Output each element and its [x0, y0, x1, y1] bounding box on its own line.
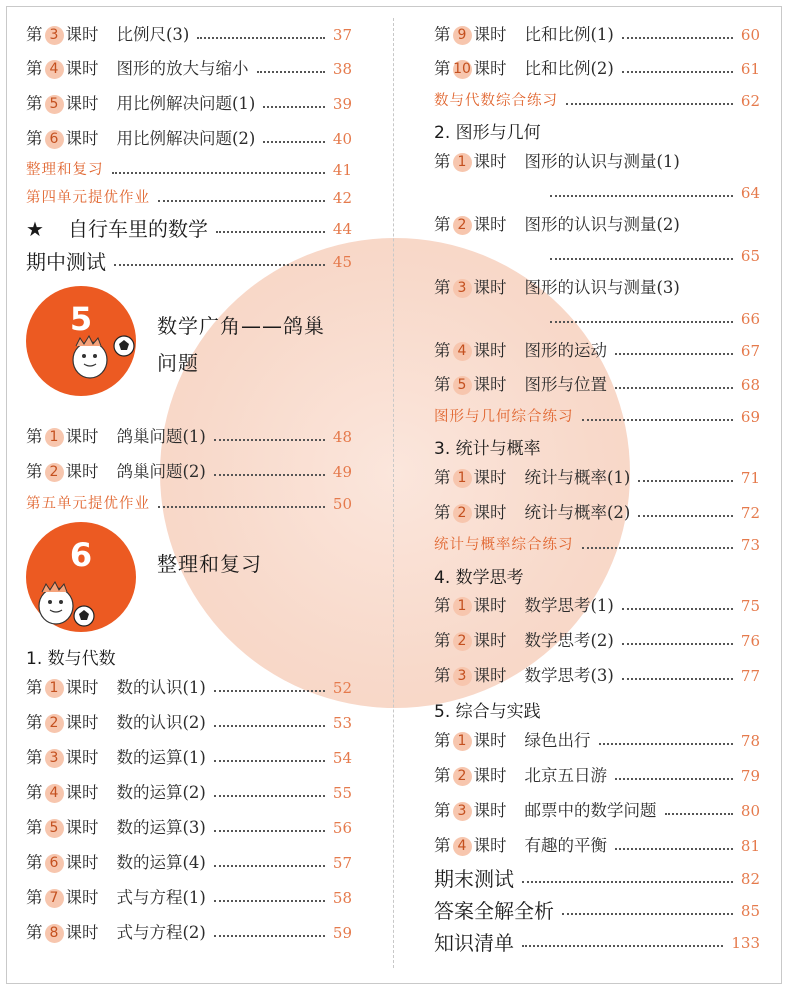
lesson-prefix: 第	[434, 766, 451, 785]
leader-dots	[263, 141, 325, 143]
lesson-title: 统计与概率(1)	[524, 468, 631, 487]
toc-entry-row[interactable]	[434, 899, 760, 923]
page-number: 49	[332, 463, 352, 481]
lesson-title: 鸽巢问题(2)	[116, 462, 206, 481]
lesson-label: 课时	[473, 766, 507, 785]
lesson-title: 用比例解决问题(1)	[116, 94, 256, 113]
toc-lesson-row[interactable]	[434, 834, 760, 858]
lesson-number-badge: 6	[45, 854, 64, 873]
lesson-number-badge: 3	[453, 667, 472, 686]
lesson-prefix: 第	[434, 278, 451, 297]
toc-lesson-row[interactable]	[434, 799, 760, 823]
leader-dots	[257, 71, 325, 73]
lesson-number-badge: 3	[453, 802, 472, 821]
entry-title: 第五单元提优作业	[26, 496, 150, 512]
lesson-prefix: 第	[26, 818, 43, 837]
lesson-label: 课时	[65, 59, 99, 78]
toc-lesson-row[interactable]	[26, 851, 352, 875]
toc-lesson-row[interactable]	[434, 23, 760, 47]
lesson-prefix: 第	[26, 129, 43, 148]
lesson-title: 北京五日游	[524, 766, 607, 785]
unit-5-title-line-2: 问题	[157, 351, 199, 375]
leader-dots	[522, 945, 723, 947]
lesson-prefix: 第	[26, 783, 43, 802]
lesson-prefix: 第	[434, 836, 451, 855]
leader-dots	[112, 172, 325, 174]
entry-title: 期末测试	[434, 867, 514, 891]
leader-dots	[214, 935, 325, 937]
lesson-title: 数的认识(1)	[116, 678, 206, 697]
lesson-prefix: 第	[434, 59, 451, 78]
page-number: 50	[332, 495, 352, 513]
toc-lesson-row[interactable]	[26, 92, 352, 116]
page-number: 77	[740, 667, 760, 685]
leader-dots	[562, 913, 733, 915]
leader-dots	[158, 200, 325, 202]
lesson-number-badge: 2	[45, 463, 64, 482]
lesson-number-badge: 4	[453, 837, 472, 856]
toc-lesson-row[interactable]	[434, 150, 760, 174]
page-number: 42	[332, 189, 352, 207]
lesson-prefix: 第	[26, 678, 43, 697]
unit-5-number: 5	[69, 300, 93, 338]
lesson-number-badge: 2	[453, 504, 472, 523]
leader-dots	[214, 760, 325, 762]
lesson-number-badge: 8	[45, 924, 64, 943]
leader-dots	[214, 865, 325, 867]
lesson-title: 图形的认识与测量(2)	[524, 215, 680, 234]
lesson-title: 用比例解决问题(2)	[116, 129, 256, 148]
toc-lesson-row[interactable]	[26, 676, 352, 700]
page-number: 57	[332, 854, 352, 872]
unit-6-circle	[26, 522, 136, 632]
leader-dots	[114, 264, 325, 266]
toc-lesson-row[interactable]	[434, 594, 760, 618]
page-number: 66	[740, 310, 760, 328]
unit-6-number: 6	[69, 536, 93, 574]
lesson-label: 课时	[473, 278, 507, 297]
toc-entry-row[interactable]	[26, 250, 352, 274]
leader-dots	[214, 900, 325, 902]
leader-dots	[522, 881, 733, 883]
lesson-prefix: 第	[26, 853, 43, 872]
lesson-label: 课时	[473, 503, 507, 522]
leader-dots	[214, 690, 325, 692]
leader-dots	[599, 743, 733, 745]
column-divider	[393, 18, 394, 968]
lesson-label: 课时	[65, 923, 99, 942]
page-number: 55	[332, 784, 352, 802]
leader-dots	[622, 678, 733, 680]
lesson-number-badge: 7	[45, 889, 64, 908]
lesson-label: 课时	[473, 731, 507, 750]
leader-dots	[550, 321, 733, 323]
lesson-prefix: 第	[26, 59, 43, 78]
page-number: 67	[740, 342, 760, 360]
section-heading: 5. 综合与实践	[434, 702, 541, 722]
lesson-title: 绿色出行	[524, 731, 591, 750]
lesson-number-badge: 3	[45, 26, 64, 45]
lesson-title: 比和比例(1)	[524, 25, 614, 44]
lesson-number-badge: 2	[453, 767, 472, 786]
lesson-prefix: 第	[434, 341, 451, 360]
page-number: 65	[740, 247, 760, 265]
lesson-title: 数学思考(3)	[524, 666, 614, 685]
lesson-number-badge: 2	[45, 714, 64, 733]
leader-dots	[582, 547, 733, 549]
lesson-title: 图形的运动	[524, 341, 607, 360]
leader-dots	[158, 506, 325, 508]
lesson-number-badge: 6	[45, 130, 64, 149]
toc-lesson-row[interactable]	[434, 213, 760, 237]
unit-5-title-line-1: 数学广角——鸽巢	[157, 314, 325, 338]
toc-special-row[interactable]	[26, 217, 352, 241]
page-number: 69	[740, 408, 760, 426]
leader-dots	[638, 515, 733, 517]
leader-dots	[566, 103, 733, 105]
lesson-number-badge: 1	[45, 679, 64, 698]
lesson-label: 课时	[65, 748, 99, 767]
leader-dots	[214, 439, 325, 441]
lesson-title: 式与方程(1)	[116, 888, 206, 907]
lesson-number-badge: 10	[453, 60, 471, 77]
lesson-prefix: 第	[434, 666, 451, 685]
page-number: 72	[740, 504, 760, 522]
lesson-prefix: 第	[26, 25, 43, 44]
lesson-prefix: 第	[434, 215, 451, 234]
lesson-prefix: 第	[26, 427, 43, 446]
lesson-prefix: 第	[26, 923, 43, 942]
page-number: 82	[740, 870, 760, 888]
toc-lesson-row[interactable]	[26, 711, 352, 735]
lesson-title: 数的认识(2)	[116, 713, 206, 732]
toc-entry-row[interactable]	[434, 89, 760, 113]
lesson-number-badge: 3	[45, 749, 64, 768]
toc-lesson-row[interactable]	[26, 425, 352, 449]
leader-dots	[638, 480, 733, 482]
page-number: 68	[740, 376, 760, 394]
lesson-label: 课时	[473, 341, 507, 360]
lesson-number-badge: 1	[45, 428, 64, 447]
toc-lesson-row[interactable]	[434, 764, 760, 788]
entry-title: 自行车里的数学	[68, 217, 208, 241]
leader-dots	[197, 37, 325, 39]
lesson-label: 课时	[473, 666, 507, 685]
page-number: 44	[332, 220, 352, 238]
lesson-number-badge: 4	[45, 784, 64, 803]
lesson-prefix: 第	[434, 801, 451, 820]
leader-dots	[615, 353, 733, 355]
toc-lesson-row[interactable]	[26, 746, 352, 770]
leader-dots	[582, 419, 733, 421]
lesson-number-badge: 4	[453, 342, 472, 361]
lesson-label: 课时	[473, 375, 507, 394]
entry-title: 整理和复习	[26, 162, 104, 178]
lesson-label: 课时	[65, 853, 99, 872]
lesson-number-badge: 5	[453, 376, 472, 395]
toc-entry-row[interactable]	[26, 158, 352, 182]
entry-title: 数与代数综合练习	[434, 93, 558, 109]
lesson-prefix: 第	[434, 25, 451, 44]
entry-title: 期中测试	[26, 250, 106, 274]
page-number: 73	[740, 536, 760, 554]
leader-dots	[214, 795, 325, 797]
mascot-icon	[26, 572, 106, 634]
toc-lesson-row[interactable]	[434, 57, 760, 81]
lesson-label: 课时	[65, 25, 99, 44]
toc-lesson-row[interactable]	[434, 276, 760, 300]
lesson-title: 数学思考(1)	[524, 596, 614, 615]
lesson-label: 课时	[473, 59, 507, 78]
page-number: 80	[740, 802, 760, 820]
page-number: 38	[332, 60, 352, 78]
leader-dots	[214, 474, 325, 476]
lesson-prefix: 第	[434, 375, 451, 394]
toc-entry-row[interactable]	[26, 186, 352, 210]
lesson-title: 鸽巢问题(1)	[116, 427, 206, 446]
leader-dots	[214, 725, 325, 727]
lesson-title: 比例尺(3)	[116, 25, 190, 44]
page-number: 56	[332, 819, 352, 837]
lesson-prefix: 第	[434, 152, 451, 171]
toc-entry-row[interactable]	[26, 492, 352, 516]
leader-dots	[550, 195, 733, 197]
toc-lesson-row[interactable]	[26, 921, 352, 945]
lesson-title: 图形与位置	[524, 375, 607, 394]
lesson-title: 数的运算(4)	[116, 853, 206, 872]
page-number: 79	[740, 767, 760, 785]
lesson-number-badge: 2	[453, 216, 472, 235]
section-heading: 4. 数学思考	[434, 568, 524, 588]
lesson-prefix: 第	[26, 94, 43, 113]
lesson-prefix: 第	[434, 596, 451, 615]
page-number: 45	[332, 253, 352, 271]
lesson-number-badge: 1	[453, 597, 472, 616]
lesson-number-badge: 9	[453, 26, 472, 45]
lesson-label: 课时	[473, 801, 507, 820]
lesson-title: 数的运算(3)	[116, 818, 206, 837]
page-number: 78	[740, 732, 760, 750]
page-number: 48	[332, 428, 352, 446]
toc-lesson-row[interactable]	[434, 501, 760, 525]
page-number: 41	[332, 161, 352, 179]
toc-leader-row	[542, 307, 760, 331]
entry-title: 图形与几何综合练习	[434, 409, 574, 425]
page-number: 37	[332, 26, 352, 44]
leader-dots	[622, 37, 733, 39]
mascot-icon	[62, 326, 142, 386]
entry-title: 统计与概率综合练习	[434, 537, 574, 553]
lesson-number-badge: 1	[453, 469, 472, 488]
leader-dots	[622, 71, 733, 73]
lesson-title: 数学思考(2)	[524, 631, 614, 650]
page-number: 60	[740, 26, 760, 44]
star-icon: ★	[26, 217, 44, 241]
lesson-label: 课时	[65, 462, 99, 481]
lesson-number-badge: 4	[45, 60, 64, 79]
toc-lesson-row[interactable]	[434, 466, 760, 490]
page-number: 62	[740, 92, 760, 110]
toc-lesson-row[interactable]	[434, 664, 760, 688]
section-heading: 3. 统计与概率	[434, 439, 541, 459]
page-number: 61	[740, 60, 760, 78]
lesson-prefix: 第	[434, 631, 451, 650]
toc-entry-row[interactable]	[434, 533, 760, 557]
page-number: 133	[731, 934, 760, 952]
leader-dots	[665, 813, 733, 815]
entry-title: 答案全解全析	[434, 899, 554, 923]
page-number: 64	[740, 184, 760, 202]
toc-lesson-row[interactable]	[434, 629, 760, 653]
section-heading: 1. 数与代数	[26, 649, 116, 669]
lesson-prefix: 第	[26, 888, 43, 907]
toc-lesson-row[interactable]	[26, 816, 352, 840]
leader-dots	[615, 387, 733, 389]
lesson-prefix: 第	[26, 748, 43, 767]
lesson-prefix: 第	[434, 503, 451, 522]
unit-6-title: 整理和复习	[157, 552, 262, 576]
toc-lesson-row[interactable]	[26, 57, 352, 81]
entry-title: 知识清单	[434, 931, 514, 955]
toc-leader-row	[542, 181, 760, 205]
page-number: 52	[332, 679, 352, 697]
leader-dots	[615, 848, 733, 850]
page-number: 81	[740, 837, 760, 855]
toc-entry-row[interactable]	[434, 405, 760, 429]
page-number: 54	[332, 749, 352, 767]
lesson-label: 课时	[473, 215, 507, 234]
toc-lesson-row[interactable]	[434, 373, 760, 397]
page-number: 76	[740, 632, 760, 650]
lesson-prefix: 第	[434, 731, 451, 750]
lesson-prefix: 第	[26, 462, 43, 481]
lesson-label: 课时	[473, 631, 507, 650]
page-number: 40	[332, 130, 352, 148]
lesson-label: 课时	[65, 94, 99, 113]
lesson-label: 课时	[65, 818, 99, 837]
toc-lesson-row[interactable]	[26, 781, 352, 805]
toc-lesson-row[interactable]	[26, 127, 352, 151]
leader-dots	[550, 258, 733, 260]
lesson-label: 课时	[65, 713, 99, 732]
lesson-title: 邮票中的数学问题	[524, 801, 657, 820]
lesson-number-badge: 2	[453, 632, 472, 651]
lesson-title: 统计与概率(2)	[524, 503, 631, 522]
lesson-title: 数的运算(2)	[116, 783, 206, 802]
leader-dots	[622, 643, 733, 645]
lesson-label: 课时	[473, 152, 507, 171]
leader-dots	[263, 106, 325, 108]
lesson-label: 课时	[65, 129, 99, 148]
toc-entry-row[interactable]	[434, 931, 760, 955]
leader-dots	[214, 830, 325, 832]
toc-lesson-row[interactable]	[26, 23, 352, 47]
lesson-title: 图形的认识与测量(3)	[524, 278, 680, 297]
page-number: 39	[332, 95, 352, 113]
page-number: 75	[740, 597, 760, 615]
page-number: 71	[740, 469, 760, 487]
lesson-title: 图形的认识与测量(1)	[524, 152, 680, 171]
lesson-prefix: 第	[434, 468, 451, 487]
toc-lesson-row[interactable]	[26, 886, 352, 910]
entry-title: 第四单元提优作业	[26, 190, 150, 206]
toc-leader-row	[542, 244, 760, 268]
toc-lesson-row[interactable]	[434, 339, 760, 363]
lesson-number-badge: 1	[453, 732, 472, 751]
lesson-number-badge: 3	[453, 279, 472, 298]
page-number: 53	[332, 714, 352, 732]
leader-dots	[216, 231, 325, 233]
lesson-title: 式与方程(2)	[116, 923, 206, 942]
lesson-title: 数的运算(1)	[116, 748, 206, 767]
lesson-prefix: 第	[26, 713, 43, 732]
lesson-label: 课时	[65, 888, 99, 907]
lesson-number-badge: 5	[45, 95, 64, 114]
lesson-label: 课时	[473, 596, 507, 615]
lesson-number-badge: 1	[453, 153, 472, 172]
lesson-label: 课时	[65, 427, 99, 446]
leader-dots	[615, 778, 733, 780]
lesson-label: 课时	[473, 468, 507, 487]
toc-lesson-row[interactable]	[434, 729, 760, 753]
page-number: 85	[740, 902, 760, 920]
lesson-label: 课时	[65, 783, 99, 802]
lesson-title: 有趣的平衡	[524, 836, 607, 855]
page-number: 59	[332, 924, 352, 942]
lesson-title: 图形的放大与缩小	[116, 59, 249, 78]
lesson-title: 比和比例(2)	[524, 59, 614, 78]
unit-5-circle	[26, 286, 136, 396]
lesson-label: 课时	[65, 678, 99, 697]
toc-lesson-row[interactable]	[26, 460, 352, 484]
lesson-label: 课时	[473, 25, 507, 44]
lesson-number-badge: 5	[45, 819, 64, 838]
page-number: 58	[332, 889, 352, 907]
section-heading: 2. 图形与几何	[434, 123, 541, 143]
leader-dots	[622, 608, 733, 610]
lesson-label: 课时	[473, 836, 507, 855]
toc-entry-row[interactable]	[434, 867, 760, 891]
